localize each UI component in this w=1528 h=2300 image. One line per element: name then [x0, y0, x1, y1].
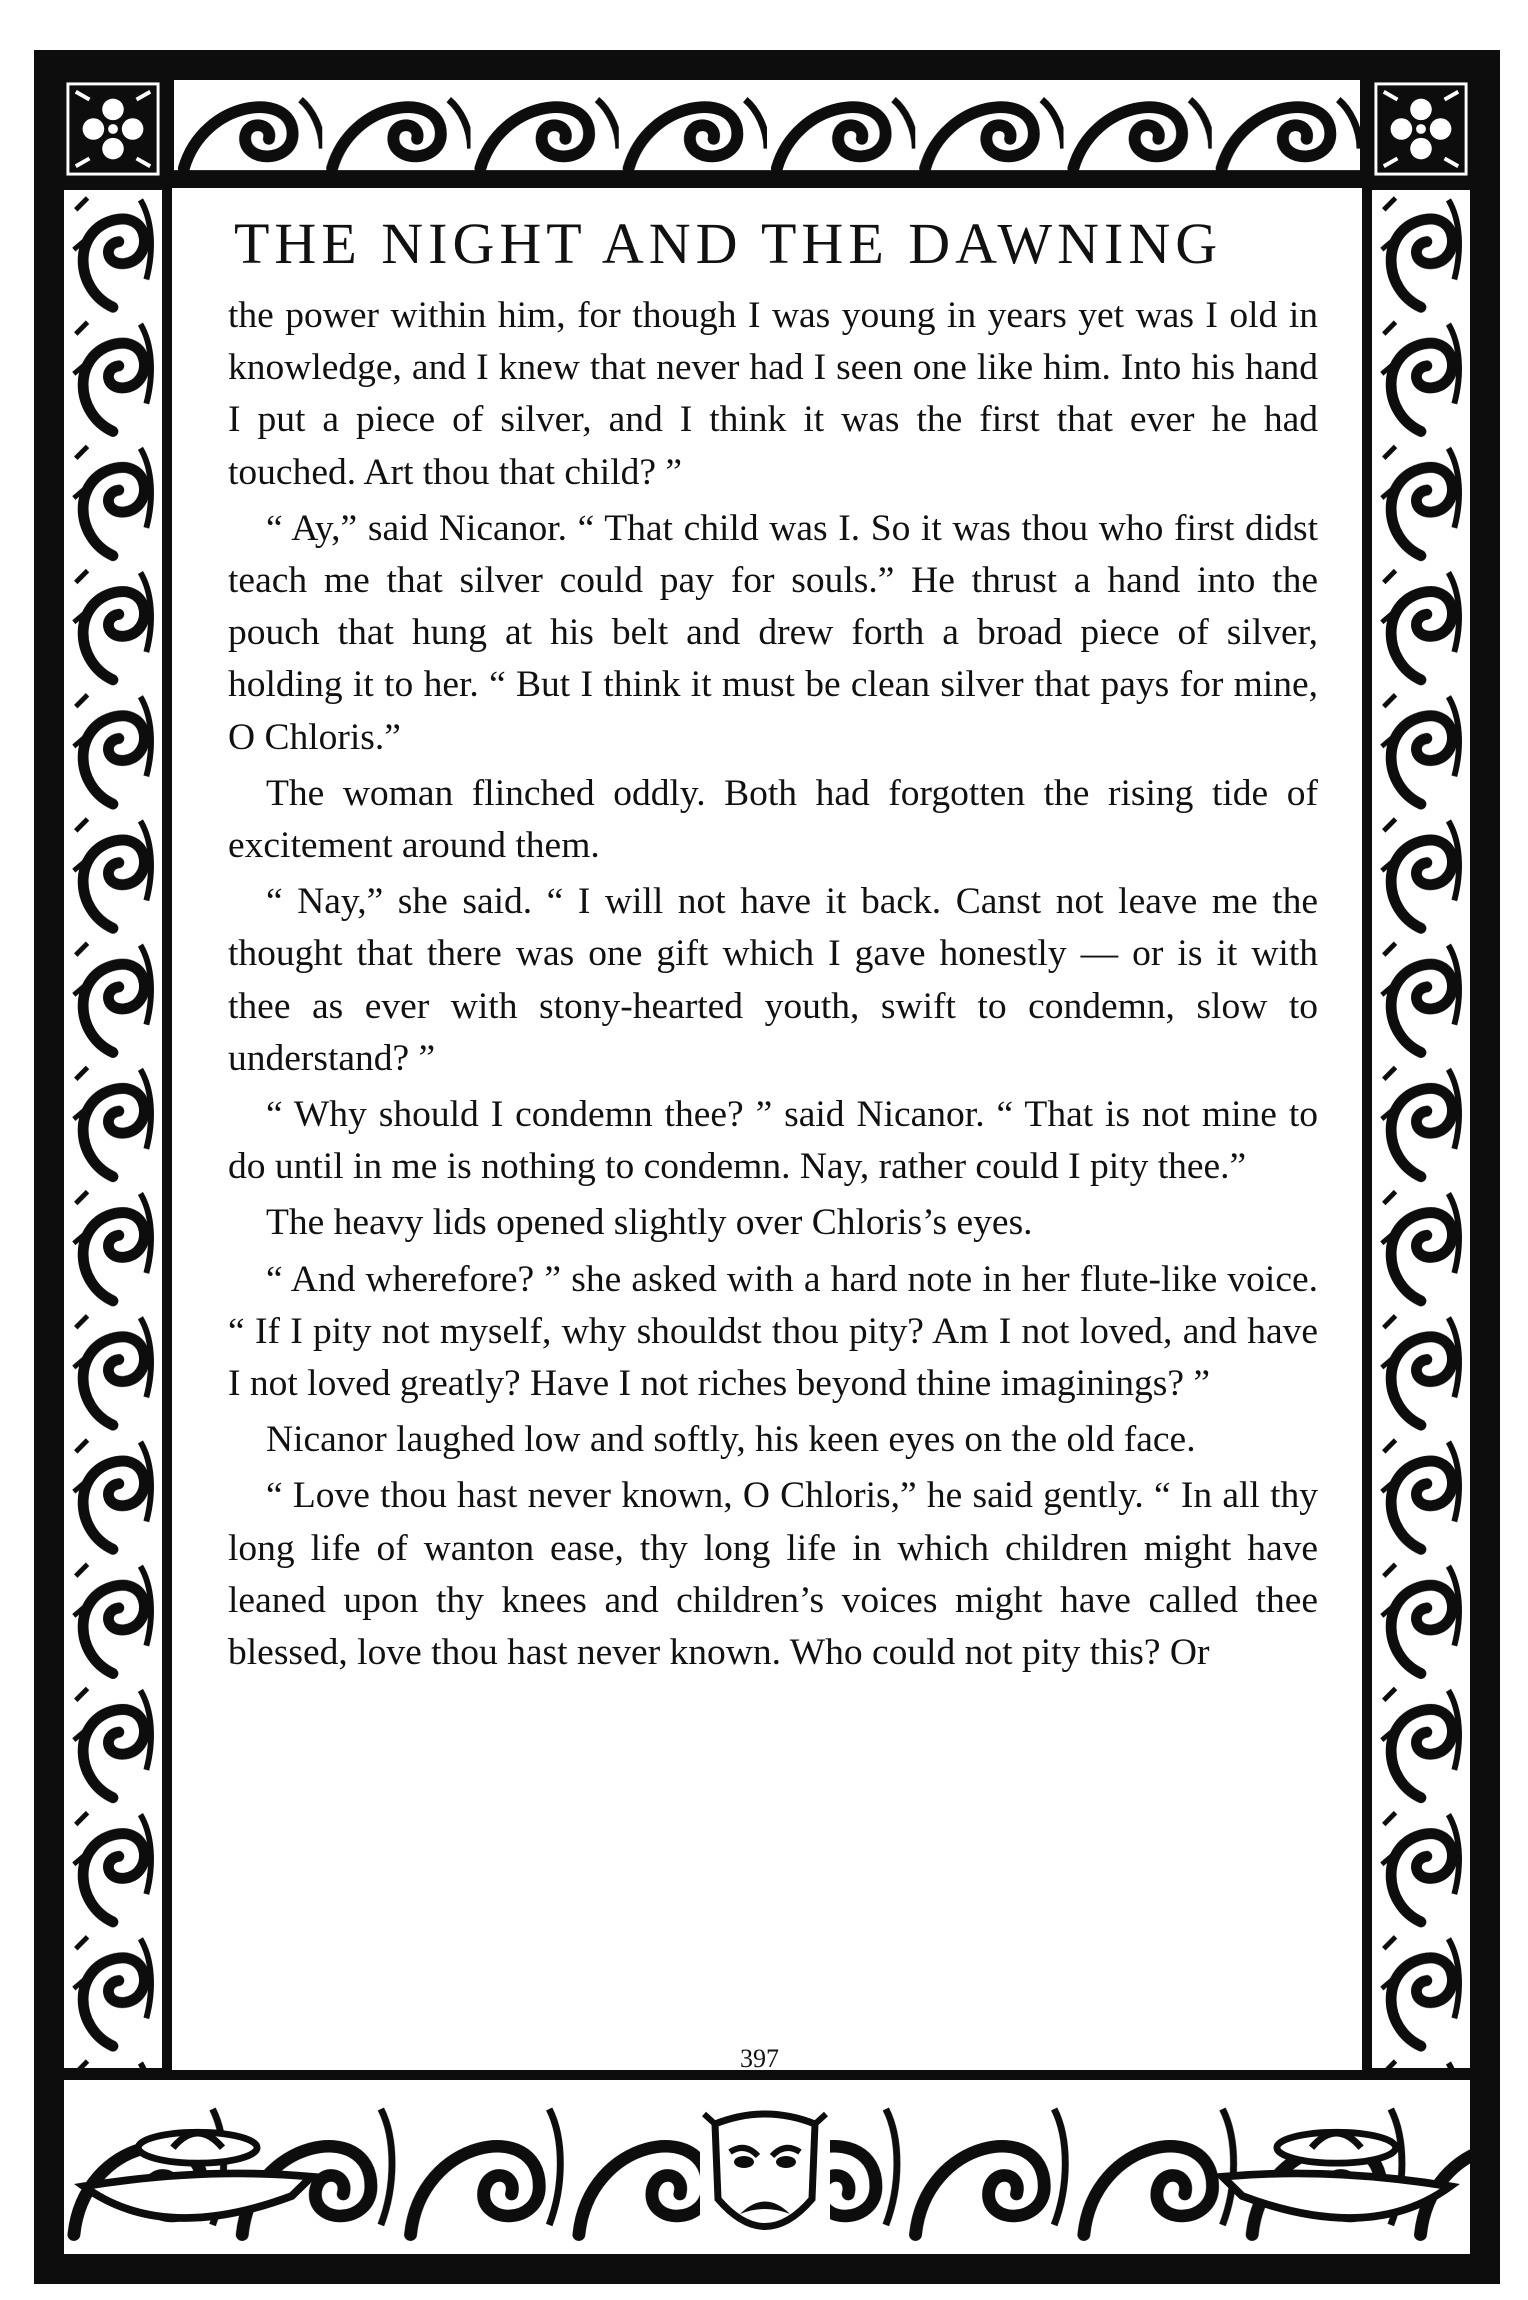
right-scroll-border — [1366, 184, 1476, 2074]
corner-flower-ornament — [1366, 74, 1476, 184]
corner-flower-ornament — [58, 74, 168, 184]
tragedy-mask-icon — [700, 2104, 830, 2254]
paragraph: “ Why should I condemn thee? ” said Nicanor. “ That is not mine to do until in me is nothing to condemn. Nay, rather could I pity thee.” — [228, 1094, 1318, 1188]
paragraph: “ And wherefore? ” she asked with a hard note in her flute-like voice. “ If I pity not myself, why shouldst thou pity? Am I not loved, and have I not loved greatly? Have I not riches beyond thine imaginings? ” — [228, 1258, 1318, 1405]
paragraph: “ Love thou hast never known, O Chloris,” he said gently. “ In all thy long life of wanton ease, thy long life in which children might have leaned upon thy knees and children’s voices might have called thee blessed, love thou hast never known. Who could not pity this? Or — [228, 1475, 1318, 1674]
left-scroll-border — [58, 184, 168, 2074]
paragraph: “ Ay,” said Nicanor. “ That child was I. So it was thou who first didst teach me that silver could pay for souls.” He thrust a hand into the pouch that hung at his belt and drew forth a broad piece of silver, holding it to her. “ But I think it must be clean silver that pays for mine, O Chloris.” — [228, 507, 1318, 758]
paragraph: “ Nay,” she said. “ I will not have it back. Canst not leave me the thought that there was one gift which I gave honestly — or is it with thee as ever with stony-hearted youth, swift to condemn, slow to understand? ” — [228, 881, 1318, 1079]
paragraph: The heavy lids opened slightly over Chloris’s eyes. — [266, 1202, 1033, 1244]
body-text — [228, 290, 1318, 1679]
running-head: THE NIGHT AND THE DAWNING — [234, 211, 1223, 276]
paragraph: Nicanor laughed low and softly, his keen eyes on the old face. — [266, 1419, 1196, 1461]
page-number: 397 — [740, 2044, 779, 2073]
text-panel — [168, 184, 1366, 2074]
paragraph: the power within him, for though I was young in years yet was I old in knowledge, and I knew that never had I seen one like him. Into his hand I put a piece of silver, and I think it was the first that ever he had touched. Art thou that child? ” — [228, 295, 1318, 493]
paragraph: The woman flinched oddly. Both had forgotten the rising tide of excitement around them. — [228, 772, 1318, 867]
top-scroll-border — [168, 74, 1366, 184]
